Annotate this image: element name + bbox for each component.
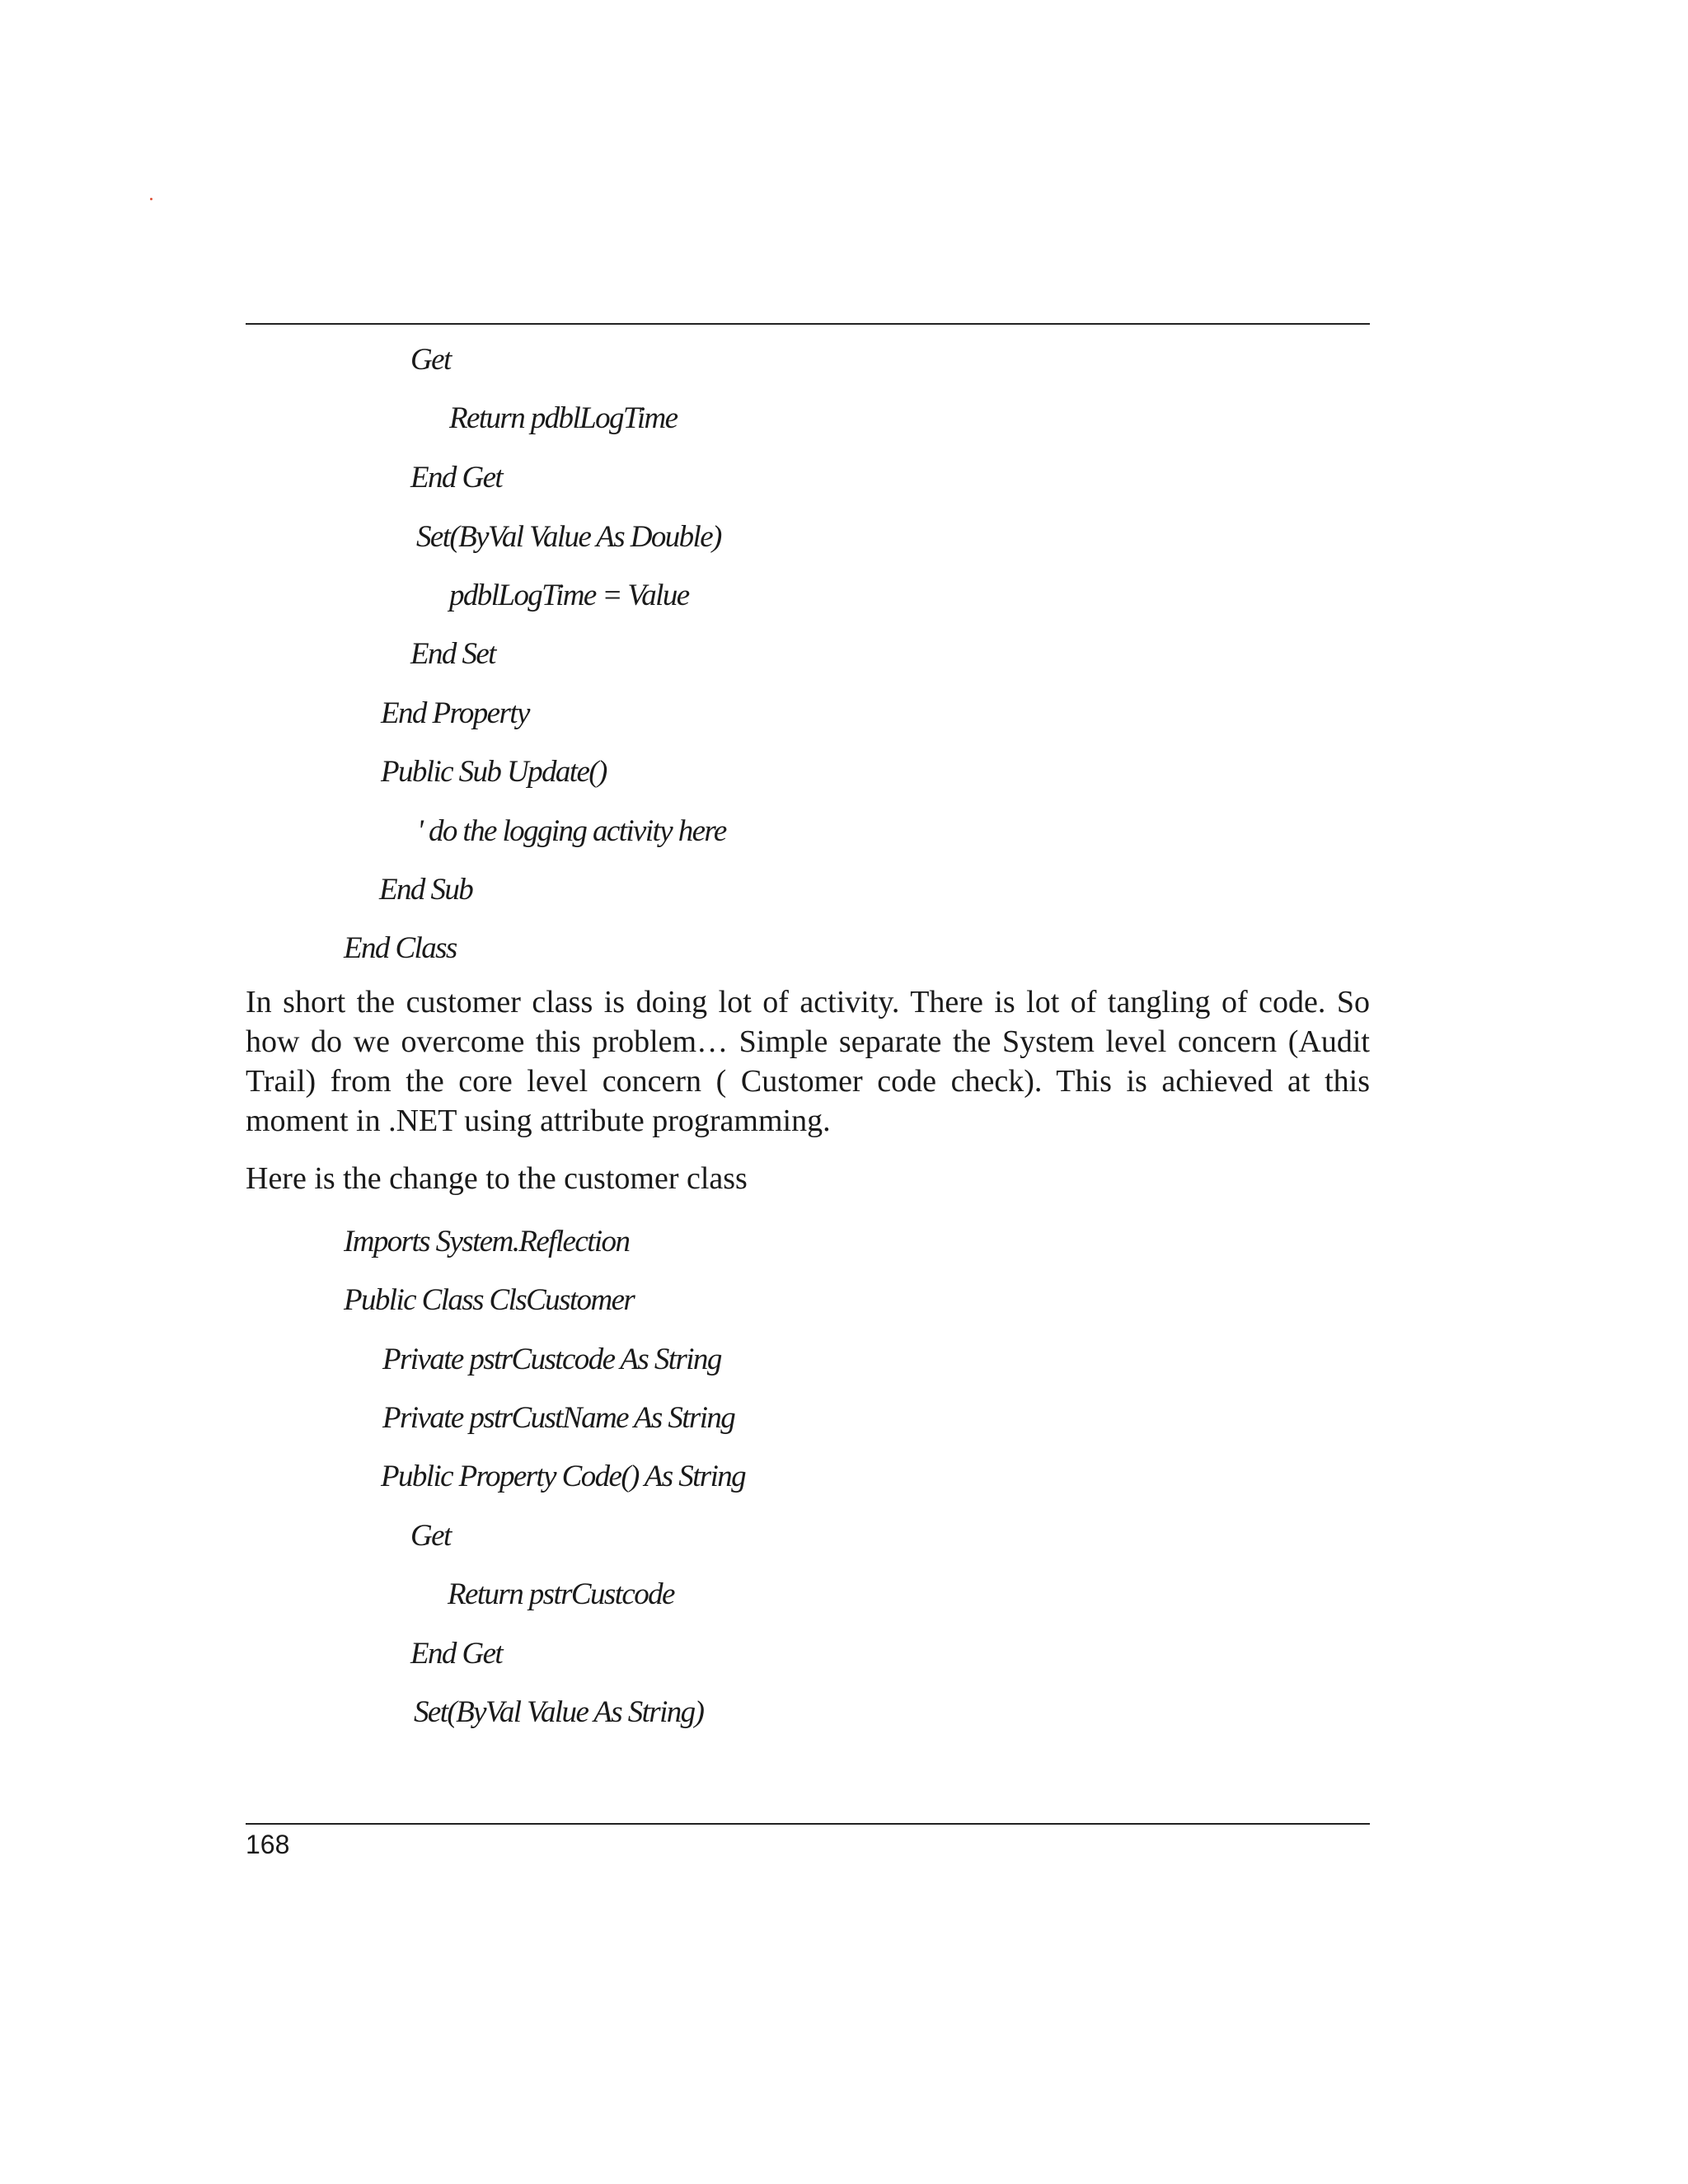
code-line: End Get — [410, 461, 503, 494]
stray-mark — [150, 198, 152, 200]
code-line: Public Sub Update() — [381, 755, 607, 789]
code-line: Set(ByVal Value As String) — [414, 1695, 704, 1729]
footer-rule — [246, 1823, 1370, 1825]
code-line: End Get — [410, 1637, 503, 1671]
code-line: Get — [410, 343, 451, 377]
code-line: Return pdblLogTime — [449, 401, 678, 435]
code-line: End Class — [344, 931, 457, 965]
code-line: Imports System.Reflection — [344, 1225, 630, 1258]
code-line: Private pstrCustName As String — [382, 1401, 735, 1435]
code-line: Get — [410, 1519, 451, 1553]
body-paragraph: In short the customer class is doing lot of activity. There is lot of tangling of code. So how do we overcome this problem… Simple separate the System level concern (Audit Trail) from the core level concern ( Customer code check). This is achieved at this moment in .NET using attribute programming. — [246, 985, 1370, 1138]
code-line: Public Class ClsCustomer — [344, 1283, 635, 1317]
code-line: End Sub — [379, 873, 473, 907]
header-rule — [246, 323, 1370, 325]
code-line: pdblLogTime = Value — [449, 579, 689, 612]
page-number: 168 — [246, 1830, 290, 1859]
code-line: ' do the logging activity here — [417, 814, 726, 848]
code-line: Private pstrCustcode As String — [382, 1343, 721, 1376]
body-paragraph: Here is the change to the customer class — [246, 1161, 748, 1196]
code-line: Set(ByVal Value As Double) — [416, 520, 721, 554]
code-line: Return pstrCustcode — [448, 1577, 674, 1611]
code-line: End Set — [410, 637, 495, 671]
code-line: End Property — [381, 696, 529, 730]
code-line: Public Property Code() As String — [381, 1460, 746, 1493]
